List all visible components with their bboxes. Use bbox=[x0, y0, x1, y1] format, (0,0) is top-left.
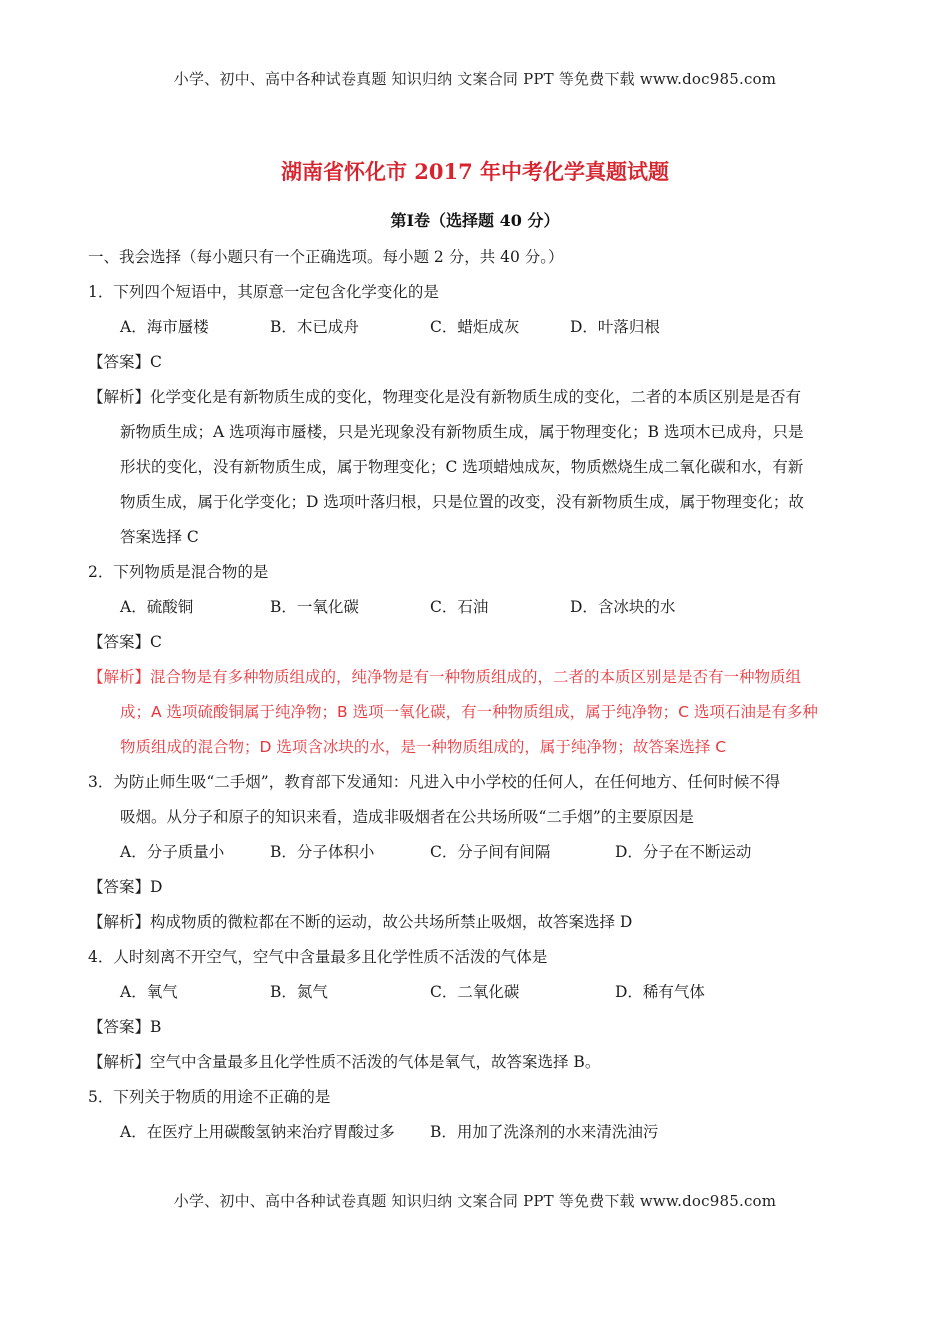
option-b: B．分子体积小 bbox=[270, 843, 375, 861]
option-a: A．在医疗上用碳酸氢钠来治疗胃酸过多 bbox=[120, 1123, 395, 1141]
question-options bbox=[88, 835, 868, 870]
analysis-line: 物质生成，属于化学变化；D 选项叶落归根，只是位置的改变，没有新物质生成，属于物理变化；故 bbox=[120, 493, 804, 511]
option-c: C．二氧化碳 bbox=[430, 983, 520, 1001]
option-b: B．氮气 bbox=[270, 983, 328, 1001]
option-d: D．稀有气体 bbox=[615, 983, 705, 1001]
option-a: A．硫酸铜 bbox=[120, 598, 194, 616]
analysis-line: 成；A 选项硫酸铜属于纯净物；B 选项一氧化碳，有一种物质组成，属于纯净物；C 选项石油是有多种 bbox=[120, 703, 818, 721]
analysis-line: 新物质生成；A 选项海市蜃楼，只是光现象没有新物质生成，属于物理变化；B 选项木已成舟，只是 bbox=[120, 423, 804, 441]
question-3 bbox=[88, 765, 868, 940]
analysis bbox=[88, 380, 868, 555]
option-b: B．一氧化碳 bbox=[270, 598, 359, 616]
option-b: B．木已成舟 bbox=[270, 318, 359, 336]
question-4 bbox=[88, 940, 868, 1080]
option-c: C．石油 bbox=[430, 598, 489, 616]
analysis: 【解析】构成物质的微粒都在不断的运动，故公共场所禁止吸烟，故答案选择 D bbox=[88, 913, 633, 931]
question-options bbox=[88, 590, 868, 625]
section-title: 第Ⅰ卷（选择题 40 分） bbox=[390, 211, 560, 230]
option-d: D．叶落归根 bbox=[570, 318, 660, 336]
analysis-line: 形状的变化，没有新物质生成，属于物理变化；C 选项蜡烛成灰，物质燃烧生成二氧化碳和水，有新 bbox=[120, 458, 804, 476]
option-b: B．用加了洗涤剂的水来清洗油污 bbox=[430, 1123, 659, 1141]
question-5 bbox=[88, 1080, 868, 1150]
option-d: D．分子在不断运动 bbox=[615, 843, 752, 861]
option-a: A．分子质量小 bbox=[120, 843, 225, 861]
question-options bbox=[88, 975, 868, 1010]
option-c: C．分子间有间隔 bbox=[430, 843, 551, 861]
footer-banner: 小学、初中、高中各种试卷真题 知识归纳 文案合同 PPT 等免费下载 www.doc985.com bbox=[173, 1192, 777, 1210]
question-stem: 2．下列物质是混合物的是 bbox=[88, 563, 269, 581]
question-1 bbox=[88, 275, 868, 555]
question-options bbox=[88, 310, 868, 345]
analysis-line: 【解析】化学变化是有新物质生成的变化，物理变化是没有新物质生成的变化，二者的本质区别是是否有 bbox=[88, 388, 802, 406]
question-stem: 5．下列关于物质的用途不正确的是 bbox=[88, 1088, 331, 1106]
question-options bbox=[88, 1115, 868, 1150]
instruction: 一、我会选择（每小题只有一个正确选项。每小题 2 分，共 40 分。） bbox=[88, 248, 564, 266]
answer: 【答案】B bbox=[88, 1018, 162, 1036]
option-d: D．含冰块的水 bbox=[570, 598, 676, 616]
question-stem: 1．下列四个短语中，其原意一定包含化学变化的是 bbox=[88, 283, 439, 301]
answer: 【答案】C bbox=[88, 353, 162, 371]
document-title: 湖南省怀化市 2017 年中考化学真题试题 bbox=[280, 159, 670, 184]
answer: 【答案】C bbox=[88, 633, 162, 651]
analysis-line: 答案选择 C bbox=[120, 528, 199, 546]
option-a: A．氧气 bbox=[120, 983, 178, 1001]
analysis-highlighted bbox=[88, 660, 868, 765]
question-stem: 3．为防止师生吸“二手烟”，教育部下发通知：凡进入中小学校的任何人，在任何地方、任何时候不得 bbox=[88, 773, 781, 791]
analysis-line: 【解析】混合物是有多种物质组成的，纯净物是有一种物质组成的，二者的本质区别是是否有一种物质组 bbox=[88, 668, 802, 686]
option-c: C．蜡炬成灰 bbox=[430, 318, 520, 336]
answer: 【答案】D bbox=[88, 878, 163, 896]
question-stem-continued: 吸烟。从分子和原子的知识来看，造成非吸烟者在公共场所吸“二手烟”的主要原因是 bbox=[120, 808, 694, 826]
document-body bbox=[88, 240, 868, 1150]
analysis: 【解析】空气中含量最多且化学性质不活泼的气体是氧气，故答案选择 B。 bbox=[88, 1053, 601, 1071]
header-banner: 小学、初中、高中各种试卷真题 知识归纳 文案合同 PPT 等免费下载 www.doc985.com bbox=[173, 70, 777, 88]
option-a: A．海市蜃楼 bbox=[120, 318, 209, 336]
question-2 bbox=[88, 555, 868, 765]
analysis-line: 物质组成的混合物；D 选项含冰块的水，是一种物质组成的，属于纯净物；故答案选择 C bbox=[120, 738, 727, 756]
question-stem: 4．人时刻离不开空气，空气中含量最多且化学性质不活泼的气体是 bbox=[88, 948, 548, 966]
